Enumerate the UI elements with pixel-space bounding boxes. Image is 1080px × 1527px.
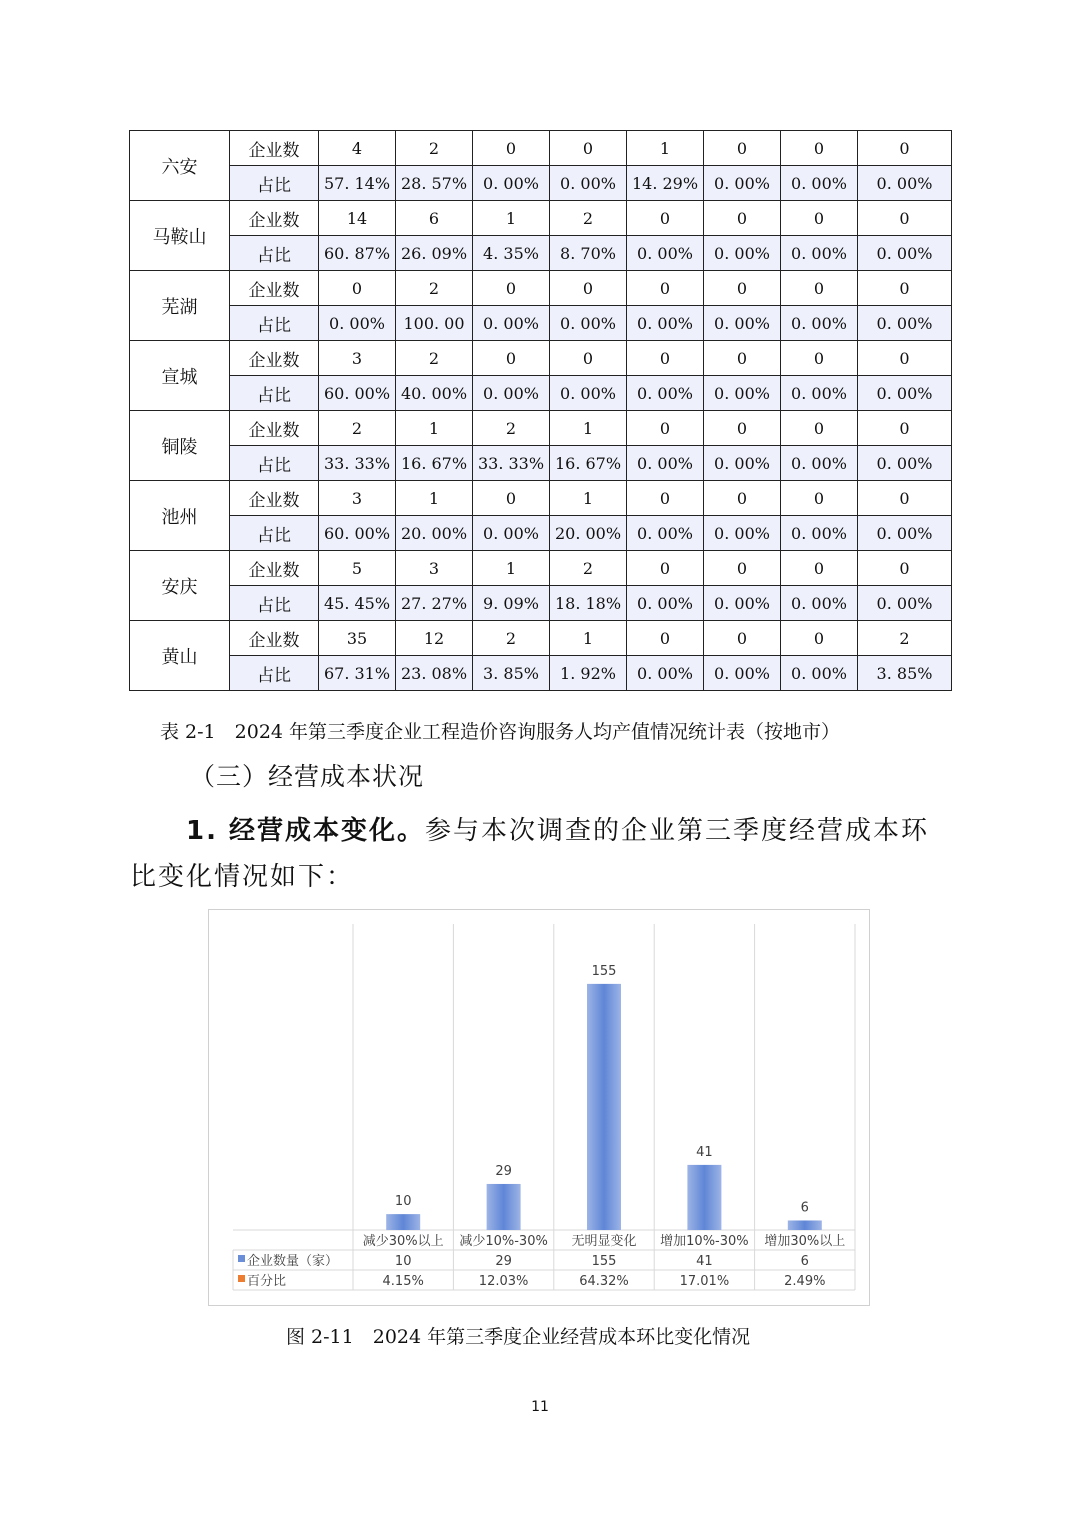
percent-cell: 0. 00%	[473, 306, 550, 341]
count-cell: 1	[550, 481, 627, 516]
count-cell: 0	[781, 201, 858, 236]
row-label: 企业数	[230, 621, 319, 656]
bar	[587, 984, 621, 1230]
percent-cell: 0. 00%	[627, 236, 704, 271]
count-cell: 0	[319, 271, 396, 306]
percent-cell: 0. 00%	[473, 376, 550, 411]
count-cell: 0	[473, 131, 550, 166]
percent-cell: 20. 00%	[396, 516, 473, 551]
percent-cell: 0. 00%	[627, 306, 704, 341]
percent-cell: 0. 00%	[627, 586, 704, 621]
percent-cell: 0. 00%	[473, 166, 550, 201]
row-label: 企业数	[230, 271, 319, 306]
percent-cell: 0. 00%	[781, 586, 858, 621]
row-label: 企业数	[230, 341, 319, 376]
count-cell: 0	[858, 271, 952, 306]
row-label: 企业数	[230, 411, 319, 446]
count-cell: 0	[858, 201, 952, 236]
table-row	[130, 341, 952, 376]
table-percent-cell: 17.01%	[679, 1274, 730, 1289]
paragraph-lead: 1. 经营成本变化。	[186, 816, 426, 846]
row-label: 企业数	[230, 131, 319, 166]
city-name: 芜湖	[130, 271, 230, 341]
count-cell: 0	[704, 551, 781, 586]
percent-cell: 0. 00%	[858, 516, 952, 551]
percent-cell: 0. 00%	[781, 656, 858, 691]
count-cell: 4	[319, 131, 396, 166]
category-label: 减少10%-30%	[459, 1234, 548, 1249]
count-cell: 0	[858, 411, 952, 446]
count-cell: 0	[704, 271, 781, 306]
count-cell: 35	[319, 621, 396, 656]
percent-cell: 8. 70%	[550, 236, 627, 271]
table-percent-cell: 4.15%	[382, 1274, 424, 1289]
bar	[487, 1184, 521, 1230]
row-label: 占比	[230, 656, 319, 691]
percent-cell: 16. 67%	[396, 446, 473, 481]
category-label: 减少30%以上	[362, 1234, 444, 1249]
count-cell: 2	[550, 551, 627, 586]
count-cell: 1	[627, 131, 704, 166]
percent-cell: 0. 00%	[627, 656, 704, 691]
count-cell: 5	[319, 551, 396, 586]
table-percent-cell: 12.03%	[478, 1274, 529, 1289]
row-label: 企业数	[230, 551, 319, 586]
legend-key-percent	[238, 1275, 245, 1282]
percent-cell: 57. 14%	[319, 166, 396, 201]
count-cell: 3	[319, 481, 396, 516]
count-cell: 6	[396, 201, 473, 236]
percent-cell: 9. 09%	[473, 586, 550, 621]
count-cell: 0	[704, 131, 781, 166]
table-row	[130, 236, 952, 271]
percent-cell: 0. 00%	[858, 306, 952, 341]
table-count-cell: 29	[495, 1254, 512, 1269]
percent-cell: 0. 00%	[781, 236, 858, 271]
percent-cell: 20. 00%	[550, 516, 627, 551]
percent-cell: 0. 00%	[627, 516, 704, 551]
percent-cell: 0. 00%	[627, 446, 704, 481]
count-cell: 3	[319, 341, 396, 376]
percent-cell: 0. 00%	[781, 166, 858, 201]
percent-cell: 23. 08%	[396, 656, 473, 691]
count-cell: 2	[396, 271, 473, 306]
count-cell: 2	[473, 621, 550, 656]
percent-cell: 0. 00%	[704, 446, 781, 481]
count-cell: 2	[396, 131, 473, 166]
percent-cell: 0. 00%	[704, 376, 781, 411]
count-cell: 0	[704, 481, 781, 516]
bar	[687, 1165, 721, 1230]
row-label: 占比	[230, 376, 319, 411]
percent-cell: 0. 00%	[550, 376, 627, 411]
city-name: 马鞍山	[130, 201, 230, 271]
count-cell: 0	[627, 411, 704, 446]
count-cell: 2	[550, 201, 627, 236]
percent-cell: 60. 00%	[319, 516, 396, 551]
percent-cell: 16. 67%	[550, 446, 627, 481]
table-row	[130, 201, 952, 236]
percent-cell: 45. 45%	[319, 586, 396, 621]
category-label: 增加10%-30%	[660, 1234, 749, 1249]
percent-cell: 33. 33%	[473, 446, 550, 481]
data-label: 41	[696, 1144, 713, 1160]
percent-cell: 18. 18%	[550, 586, 627, 621]
table-row	[130, 621, 952, 656]
percent-cell: 14. 29%	[627, 166, 704, 201]
count-cell: 12	[396, 621, 473, 656]
page-number: 11	[531, 1399, 549, 1415]
percent-cell: 0. 00%	[704, 516, 781, 551]
table-row	[130, 271, 952, 306]
percent-cell: 0. 00%	[781, 516, 858, 551]
legend-label-count: 企业数量（家）	[247, 1254, 339, 1269]
percent-cell: 0. 00%	[704, 236, 781, 271]
count-cell: 14	[319, 201, 396, 236]
count-cell: 0	[704, 411, 781, 446]
percent-cell: 26. 09%	[396, 236, 473, 271]
body-paragraph	[130, 808, 952, 900]
paragraph-text: 参与本次调查的企业第三季度经营成本环比变化情况如下：	[130, 816, 930, 892]
count-cell: 0	[550, 341, 627, 376]
percent-cell: 0. 00%	[781, 306, 858, 341]
percent-cell: 0. 00%	[858, 376, 952, 411]
count-cell: 1	[396, 411, 473, 446]
percent-cell: 28. 57%	[396, 166, 473, 201]
chart-canvas	[209, 910, 871, 1307]
row-label: 占比	[230, 586, 319, 621]
count-cell: 3	[396, 551, 473, 586]
count-cell: 0	[781, 271, 858, 306]
row-label: 企业数	[230, 201, 319, 236]
table-row	[130, 131, 952, 166]
table-row	[130, 306, 952, 341]
percent-cell: 0. 00%	[704, 166, 781, 201]
count-cell: 0	[473, 341, 550, 376]
count-cell: 2	[319, 411, 396, 446]
bar	[788, 1220, 822, 1230]
percent-cell: 0. 00%	[473, 516, 550, 551]
count-cell: 1	[396, 481, 473, 516]
count-cell: 2	[858, 621, 952, 656]
percent-cell: 0. 00%	[781, 376, 858, 411]
table-row	[130, 656, 952, 691]
percent-cell: 0. 00%	[704, 586, 781, 621]
percent-cell: 40. 00%	[396, 376, 473, 411]
count-cell: 0	[704, 621, 781, 656]
count-cell: 0	[858, 551, 952, 586]
count-cell: 0	[781, 131, 858, 166]
table-count-cell: 41	[696, 1254, 713, 1269]
percent-cell: 67. 31%	[319, 656, 396, 691]
percent-cell: 0. 00%	[858, 236, 952, 271]
statistics-table	[129, 130, 952, 691]
percent-cell: 33. 33%	[319, 446, 396, 481]
percent-cell: 0. 00%	[704, 656, 781, 691]
row-label: 占比	[230, 166, 319, 201]
city-name: 铜陵	[130, 411, 230, 481]
table-row	[130, 516, 952, 551]
table-row	[130, 481, 952, 516]
table-row	[130, 166, 952, 201]
count-cell: 0	[550, 131, 627, 166]
count-cell: 0	[473, 271, 550, 306]
row-label: 占比	[230, 306, 319, 341]
percent-cell: 3. 85%	[473, 656, 550, 691]
city-name: 宣城	[130, 341, 230, 411]
table-row	[130, 551, 952, 586]
count-cell: 2	[396, 341, 473, 376]
count-cell: 1	[550, 621, 627, 656]
count-cell: 0	[781, 551, 858, 586]
count-cell: 2	[473, 411, 550, 446]
count-cell: 0	[627, 481, 704, 516]
percent-cell: 0. 00%	[627, 376, 704, 411]
count-cell: 0	[781, 481, 858, 516]
figure-caption: 图 2-11 2024 年第三季度企业经营成本环比变化情况	[286, 1326, 751, 1348]
percent-cell: 0. 00%	[858, 446, 952, 481]
percent-cell: 0. 00%	[550, 306, 627, 341]
city-name: 池州	[130, 481, 230, 551]
percent-cell: 27. 27%	[396, 586, 473, 621]
city-name: 安庆	[130, 551, 230, 621]
percent-cell: 0. 00%	[319, 306, 396, 341]
percent-cell: 4. 35%	[473, 236, 550, 271]
table-row	[130, 446, 952, 481]
count-cell: 1	[473, 551, 550, 586]
legend-label-percent: 百分比	[247, 1274, 287, 1289]
percent-cell: 3. 85%	[858, 656, 952, 691]
count-cell: 0	[781, 341, 858, 376]
table-count-cell: 155	[591, 1254, 617, 1269]
count-cell: 0	[627, 201, 704, 236]
count-cell: 0	[704, 201, 781, 236]
table-row	[130, 586, 952, 621]
data-label: 6	[800, 1200, 809, 1216]
percent-cell: 0. 00%	[858, 166, 952, 201]
count-cell: 0	[704, 341, 781, 376]
city-name: 黄山	[130, 621, 230, 691]
table-count-cell: 10	[394, 1254, 412, 1269]
percent-cell: 1. 92%	[550, 656, 627, 691]
count-cell: 0	[627, 551, 704, 586]
table-percent-cell: 64.32%	[579, 1274, 629, 1289]
percent-cell: 60. 87%	[319, 236, 396, 271]
bar	[386, 1214, 420, 1230]
bar-chart	[208, 909, 870, 1306]
count-cell: 0	[781, 621, 858, 656]
row-label: 占比	[230, 236, 319, 271]
count-cell: 0	[858, 131, 952, 166]
row-label: 占比	[230, 446, 319, 481]
table-percent-cell: 2.49%	[784, 1274, 826, 1289]
percent-cell: 0. 00%	[704, 306, 781, 341]
percent-cell: 0. 00%	[781, 446, 858, 481]
city-name: 六安	[130, 131, 230, 201]
table-row	[130, 411, 952, 446]
row-label: 企业数	[230, 481, 319, 516]
table-count-cell: 6	[800, 1254, 809, 1269]
count-cell: 0	[858, 481, 952, 516]
percent-cell: 60. 00%	[319, 376, 396, 411]
data-label: 155	[591, 963, 617, 979]
section-heading: （三）经营成本状况	[190, 762, 425, 791]
percent-cell: 0. 00%	[550, 166, 627, 201]
table-caption: 表 2-1 2024 年第三季度企业工程造价咨询服务人均产值情况统计表（按地市）	[160, 721, 841, 743]
count-cell: 0	[858, 341, 952, 376]
category-label: 无明显变化	[571, 1234, 637, 1249]
count-cell: 0	[627, 621, 704, 656]
count-cell: 1	[550, 411, 627, 446]
percent-cell: 0. 00%	[858, 586, 952, 621]
percent-cell: 100. 00	[396, 306, 473, 341]
count-cell: 0	[550, 271, 627, 306]
count-cell: 0	[627, 341, 704, 376]
count-cell: 0	[627, 271, 704, 306]
table-row	[130, 376, 952, 411]
legend-key-count	[238, 1255, 245, 1262]
count-cell: 0	[473, 481, 550, 516]
data-label: 10	[394, 1194, 412, 1210]
count-cell: 1	[473, 201, 550, 236]
count-cell: 0	[781, 411, 858, 446]
category-label: 增加30%以上	[764, 1234, 846, 1249]
row-label: 占比	[230, 516, 319, 551]
data-label: 29	[495, 1163, 512, 1179]
